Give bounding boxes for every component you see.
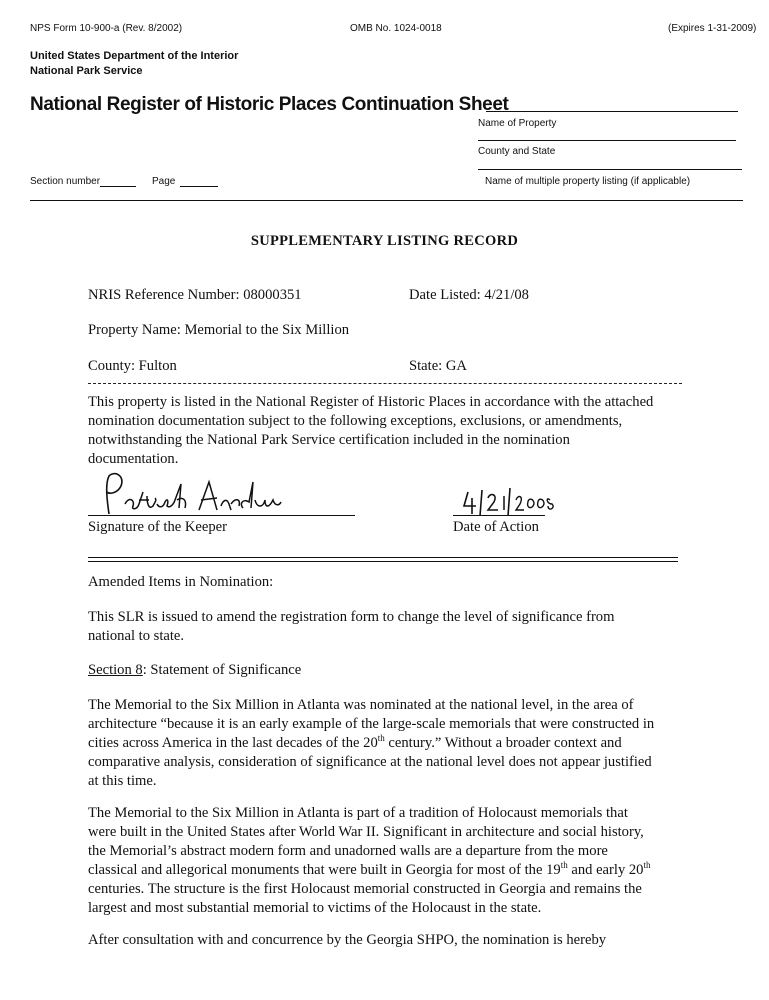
statement-line: notwithstanding the National Park Service certification included in the nomination bbox=[88, 432, 570, 448]
paragraph-line: The Memorial to the Six Million in Atlanta was nominated at the national level, in the area of bbox=[88, 697, 634, 713]
paragraph-line: largest and most substantial memorial to victims of the Holocaust in the state. bbox=[88, 900, 542, 916]
slr-line: national to state. bbox=[88, 628, 185, 644]
name-of-property-line bbox=[486, 111, 738, 112]
superscript: th bbox=[560, 860, 568, 871]
action-date-handwritten-image bbox=[462, 488, 562, 518]
date-line bbox=[453, 515, 545, 516]
superscript: th bbox=[643, 860, 651, 871]
section-number-label: Section number bbox=[30, 176, 101, 187]
expiration: (Expires 1-31-2009) bbox=[668, 23, 757, 34]
omb-number: OMB No. 1024-0018 bbox=[350, 23, 442, 34]
paragraph-line: The Memorial to the Six Million in Atlanta is part of a tradition of Holocaust memorials that bbox=[88, 805, 628, 821]
paragraph-line: the Memorial’s abstract modern form and unadorned walls are a departure from the more bbox=[88, 843, 608, 859]
paragraph-line: at this time. bbox=[88, 773, 157, 789]
keeper-signature-image bbox=[95, 470, 285, 520]
text-run: century.” Without a broader context and bbox=[384, 735, 622, 751]
form-id: NPS Form 10-900-a (Rev. 8/2002) bbox=[30, 23, 183, 34]
slr-line: This SLR is issued to amend the registration form to change the level of significance from bbox=[88, 609, 615, 625]
county-state-line bbox=[478, 140, 736, 141]
paragraph-line: architecture “because it is an early example of the large-scale memorials that were constructed in bbox=[88, 716, 655, 732]
paragraph-line bbox=[88, 734, 703, 753]
paragraph-line: were built in the United States after World War II. Significant in architecture and social history, bbox=[88, 824, 644, 840]
page-label: Page bbox=[152, 176, 176, 187]
nris-reference: NRIS Reference Number: 08000351 bbox=[88, 287, 302, 303]
significance-paragraph-3: After consultation with and concurrence by the Georgia SHPO, the nomination is hereby bbox=[88, 932, 607, 948]
multiple-listing-line bbox=[478, 169, 742, 170]
listing-statement bbox=[88, 393, 688, 469]
amended-items-heading: Amended Items in Nomination: bbox=[88, 574, 274, 590]
section-8-link-text: Section 8 bbox=[88, 662, 143, 678]
text-run: cities across America in the last decades of the 20 bbox=[88, 735, 378, 751]
significance-paragraph-2 bbox=[88, 804, 703, 918]
property-name: Property Name: Memorial to the Six Million bbox=[88, 322, 350, 338]
superscript: th bbox=[377, 733, 385, 744]
double-rule-bottom bbox=[88, 561, 678, 562]
double-rule-top bbox=[88, 557, 678, 558]
text-run: classical and allegorical monuments that were built in Georgia for most of the 19 bbox=[88, 862, 561, 878]
date-listed: Date Listed: 4/21/08 bbox=[409, 287, 529, 303]
text-run: and early 20 bbox=[567, 862, 644, 878]
section-8-title bbox=[88, 661, 301, 680]
service: National Park Service bbox=[30, 65, 143, 77]
slr-paragraph bbox=[88, 608, 698, 646]
signature-label: Signature of the Keeper bbox=[88, 519, 227, 535]
name-of-property-label: Name of Property bbox=[478, 118, 557, 129]
signature-line bbox=[88, 515, 355, 516]
multiple-listing-label: Name of multiple property listing (if applicable) bbox=[485, 176, 691, 187]
statement-line: nomination documentation subject to the following exceptions, exclusions, or amendments, bbox=[88, 413, 623, 429]
state: State: GA bbox=[409, 358, 467, 374]
county: County: Fulton bbox=[88, 358, 177, 374]
department: United States Department of the Interior bbox=[30, 50, 239, 62]
header-rule bbox=[30, 200, 743, 201]
section-number-blank bbox=[100, 186, 136, 187]
date-of-action-label: Date of Action bbox=[453, 519, 539, 535]
section-8-rest: : Statement of Significance bbox=[142, 662, 302, 678]
significance-paragraph-1 bbox=[88, 696, 703, 791]
page-number-blank bbox=[180, 186, 218, 187]
statement-line: documentation. bbox=[88, 451, 179, 467]
dashed-separator bbox=[88, 383, 682, 384]
paragraph-line: centuries. The structure is the first Holocaust memorial constructed in Georgia and remains the bbox=[88, 881, 642, 897]
county-state-label: County and State bbox=[478, 146, 556, 157]
record-heading: SUPPLEMENTARY LISTING RECORD bbox=[250, 233, 519, 249]
paragraph-line bbox=[88, 861, 703, 880]
statement-line: This property is listed in the National Register of Historic Places in accordance with the attached bbox=[88, 394, 654, 410]
page-title: National Register of Historic Places Continuation Sheet bbox=[30, 94, 509, 115]
paragraph-line: comparative analysis, consideration of significance at the national level does not appear justified bbox=[88, 754, 652, 770]
